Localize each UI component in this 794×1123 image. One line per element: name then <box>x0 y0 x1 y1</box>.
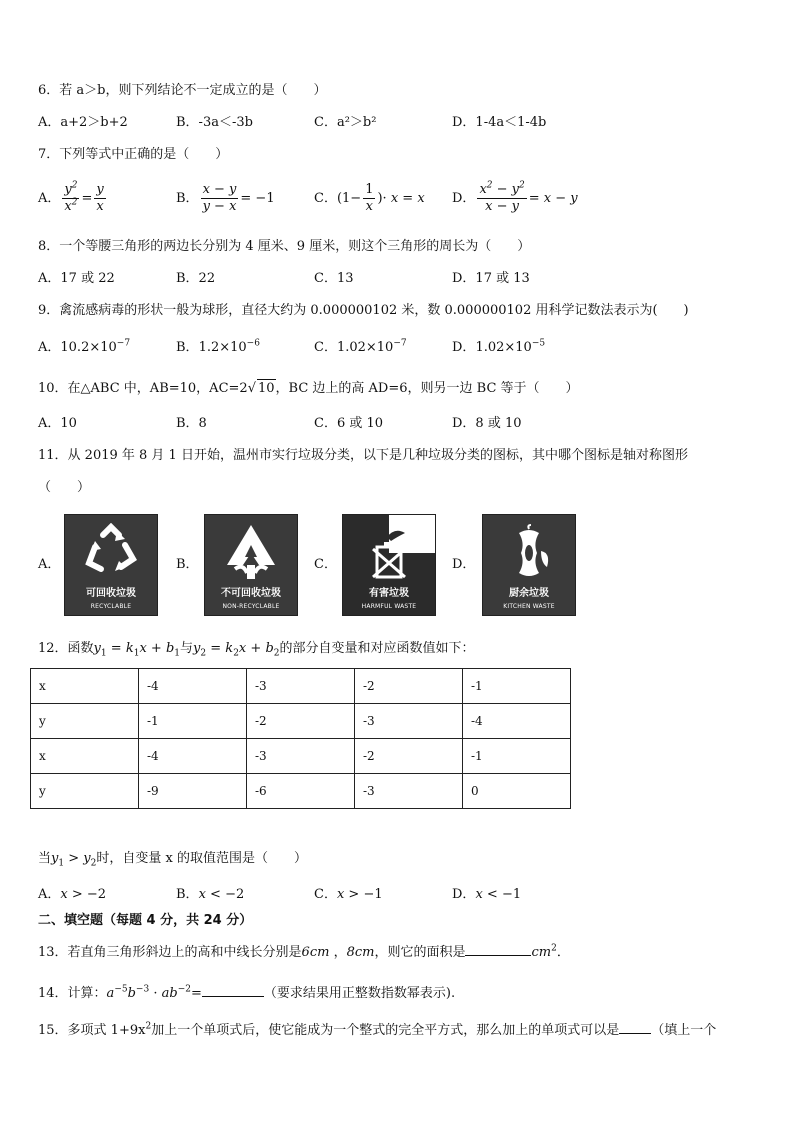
table-cell: y <box>31 774 139 809</box>
q10-option-c: C．6 或 10 <box>314 416 384 431</box>
q13-stem-part: 13．若直角三角形斜边上的高和中线长分别是 <box>38 945 302 960</box>
q13-stem-part: ． <box>556 945 570 960</box>
option-label: D． <box>452 887 476 902</box>
option-label: A． <box>38 191 61 206</box>
table-cell: -2 <box>355 669 463 704</box>
q15-stem-part: 加上一个单项式后，使它能成为一个整式的完全平方式，那么加上的单项式可以是 <box>151 1023 620 1038</box>
q12-option-b: B．x < −2 <box>176 887 245 902</box>
non-recyclable-bin-icon <box>204 514 298 616</box>
option-label: D． <box>452 340 476 355</box>
q7-option-b: B． $\frac{x - y}{y - x}$ = −1 <box>176 182 275 214</box>
q12-condition: 当$y_1 > y_2$时，自变量 x 的取值范围是（ ） <box>38 851 307 869</box>
kitchen-waste-bin-icon <box>482 514 576 616</box>
answer-blank[interactable] <box>202 996 264 997</box>
non-recyclable-symbol-icon <box>221 523 281 581</box>
q9-option-b: B．$1.2\times 10^{-6}$ <box>176 338 260 355</box>
answer-blank[interactable] <box>465 955 531 956</box>
table-row <box>31 739 571 774</box>
icon-caption-en: NON-RECYCLABLE <box>222 603 280 610</box>
q7-stem: 7．下列等式中正确的是（ ） <box>38 147 229 162</box>
q11-label-b: B． <box>176 557 199 572</box>
q15-stem: 15．多项式 $1+9x^2$加上一个单项式后，使它能成为一个整式的完全平方式，那么加上的单项式可以是 （填上一个 <box>38 1021 717 1038</box>
q8-stem: 8．一个等腰三角形的两边长分别为 4 厘米、9 厘米，则这个三角形的周长为（ ） <box>38 239 531 254</box>
table-cell: -3 <box>355 704 463 739</box>
table-cell: -4 <box>139 669 247 704</box>
recyclable-bin-icon <box>64 514 158 616</box>
table-cell: -4 <box>463 704 571 739</box>
table-cell: -1 <box>139 704 247 739</box>
table-row <box>31 669 571 704</box>
q14-stem-part: = <box>190 986 202 1001</box>
q6-option-a: A．a+2＞b+2 <box>38 115 128 130</box>
harmful-waste-bin-icon <box>342 514 436 616</box>
option-label: C． <box>314 191 337 206</box>
q9-option-a: A．$10.2\times 10^{-7}$ <box>38 338 131 355</box>
q14-stem-part: 14．计算： <box>38 986 107 1001</box>
q6-option-d: D．1-4a＜1-4b <box>452 115 547 130</box>
option-label: A． <box>38 340 61 355</box>
q14-stem-part: （要求结果用正整数指数幂表示). <box>263 986 456 1001</box>
q10-stem-part: 10．在△ABC 中，AB=10，AC=2 <box>38 381 248 396</box>
q15-stem-part: （填上一个 <box>651 1023 717 1038</box>
q11-label-c: C． <box>314 557 337 572</box>
q11-stem: 11．从 2019 年 8 月 1 日开始，温州市实行垃圾分类，以下是几种垃圾分类的图标，其中哪个图标是轴对称图形 <box>38 448 688 463</box>
table-row <box>31 774 571 809</box>
recycle-icon <box>81 523 141 581</box>
q10-stem-part: ，BC 边上的高 AD=6，则另一边 BC 等于（ ） <box>275 381 579 396</box>
q15-stem-part: 15．多项式 1+9x <box>38 1023 146 1038</box>
section-heading: 二、填空题（每题 4 分，共 24 分） <box>38 913 253 928</box>
q11-label-a: A． <box>38 557 61 572</box>
sqrt-radicand: 10 <box>257 381 275 396</box>
apple-core-icon <box>499 523 559 581</box>
q12-option-a: A．x > −2 <box>38 887 107 902</box>
table-cell: -1 <box>463 739 571 774</box>
q10-stem: 10．在△ABC 中，AB=10，AC=2√ 10，BC 边上的高 AD=6，则另一边 BC 等于（ ） <box>38 381 579 396</box>
q7-option-a: A． $\frac{y^2}{x^2}$ = $\frac{y}{x}$ <box>38 180 104 214</box>
icon-caption-cn: 可回收垃圾 <box>86 588 136 599</box>
table-cell: -6 <box>247 774 355 809</box>
q7-option-d: D． $\frac{x^2 - y^2}{x - y}$ = x − y <box>452 180 578 214</box>
table-cell: -9 <box>139 774 247 809</box>
option-label: B． <box>176 191 199 206</box>
q9-option-c: C．$1.02\times 10^{-7}$ <box>314 338 407 355</box>
option-label: C． <box>314 887 337 902</box>
q12-condition-part: 当 <box>38 851 52 866</box>
icon-caption-cn: 厨余垃圾 <box>509 588 549 599</box>
table-cell: x <box>31 669 139 704</box>
option-label: B． <box>176 340 199 355</box>
icon-caption-en: RECYCLABLE <box>90 603 132 610</box>
option-label: B． <box>176 887 199 902</box>
q13-stem: 13．若直角三角形斜边上的高和中线长分别是6cm ，8cm，则它的面积是 $cm^2$． <box>38 943 570 960</box>
q10-option-b: B．8 <box>176 416 207 431</box>
q14-stem: 14．计算：$a^{-5}b^{-3} \cdot ab^{-2}=$ （要求结果用正整数指数幂表示). <box>38 984 456 1001</box>
q12-stem-part: 12．函数 <box>38 641 94 656</box>
table-cell: -2 <box>355 739 463 774</box>
q6-stem: 6．若 a＞b，则下列结论不一定成立的是（ ） <box>38 83 327 98</box>
option-label: D． <box>452 191 476 206</box>
icon-caption-en: KITCHEN WASTE <box>503 603 555 610</box>
table-row <box>31 704 571 739</box>
table-cell: -3 <box>247 739 355 774</box>
table-cell: y <box>31 704 139 739</box>
q12-stem: 12．函数$y_1 = k_1x + b_1$与$y_2 = k_2x + b_2$的部分自变量和对应函数值如下： <box>38 641 475 659</box>
q6-option-c: C．a²＞b² <box>314 115 377 130</box>
q8-option-a: A．17 或 22 <box>38 271 115 286</box>
q12-option-d: D．x < −1 <box>452 887 522 902</box>
q12-condition-part: 时，自变量 x 的取值范围是（ ） <box>96 851 307 866</box>
q12-stem-part: 的部分自变量和对应函数值如下： <box>279 641 475 656</box>
q8-option-d: D．17 或 13 <box>452 271 530 286</box>
q10-option-d: D．8 或 10 <box>452 416 522 431</box>
q11-label-d: D． <box>452 557 476 572</box>
table-cell: -1 <box>463 669 571 704</box>
q10-option-a: A．10 <box>38 416 77 431</box>
table-cell: -3 <box>247 669 355 704</box>
icon-caption-cn: 不可回收垃圾 <box>221 588 281 599</box>
q11-stem-paren: （ ） <box>38 480 91 495</box>
q7-option-c: C．(1− $\frac{1}{x}$ )· x = x <box>314 182 425 214</box>
q6-option-b: B．-3a＜-3b <box>176 115 253 130</box>
function-value-table <box>30 668 571 809</box>
icon-caption-en: HARMFUL WASTE <box>361 603 417 610</box>
table-cell: 0 <box>463 774 571 809</box>
q8-option-c: C．13 <box>314 271 354 286</box>
option-label: A． <box>38 887 61 902</box>
table-cell: -4 <box>139 739 247 774</box>
battery-crossed-icon <box>359 523 419 581</box>
table-cell: -3 <box>355 774 463 809</box>
answer-blank[interactable] <box>619 1033 651 1034</box>
q12-option-c: C．x > −1 <box>314 887 383 902</box>
q13-stem-part: ，则它的面积是 <box>374 945 466 960</box>
q9-option-d: D．$1.02\times 10^{-5}$ <box>452 338 546 355</box>
q8-option-b: B．22 <box>176 271 216 286</box>
icon-caption-cn: 有害垃圾 <box>369 588 409 599</box>
option-label: C． <box>314 340 337 355</box>
q12-stem-part: 与 <box>180 641 194 656</box>
table-cell: x <box>31 739 139 774</box>
table-cell: -2 <box>247 704 355 739</box>
q9-stem: 9．禽流感病毒的形状一般为球形，直径大约为 0.000000102 米，数 0.000000102 用科学记数法表示为( ) <box>38 303 689 318</box>
